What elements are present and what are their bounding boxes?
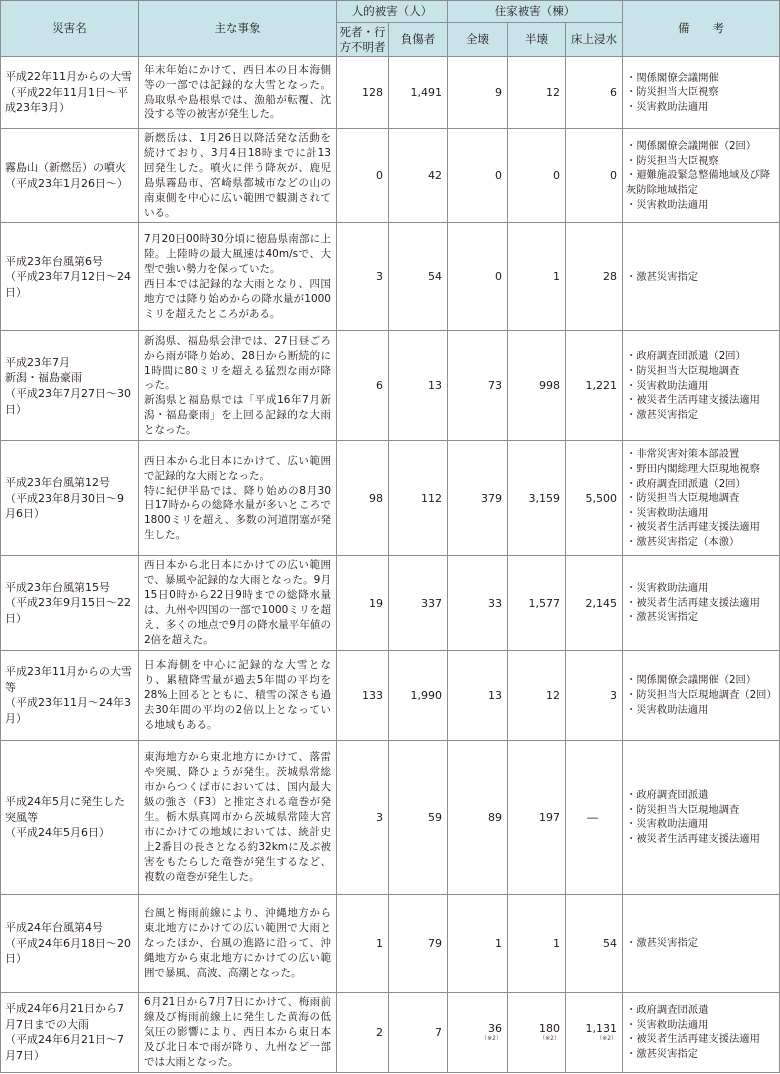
count-dead-cell [337, 223, 389, 331]
disaster-name-cell: 平成23年台風第6号 （平成23年7月12日～24日） [1, 223, 139, 331]
footnote-mark: （※2） [596, 1035, 618, 1043]
main-event-cell: 西日本から北日本にかけての広い範囲で、暴風や記録的な大雨となった。9月15日0時から22日9時までの総降水量は、九州や四国の一部で1000ミリを超え、多くの地点で9月の降水量平年値の2倍を超えた。 [139, 556, 337, 650]
main-event-cell: 新潟県、福島県会津では、27日昼ごろから雨が降り始め、28日から断続的に1時間に80ミリを超える猛烈な雨が降った。 新潟県と福島県では「平成16年7月新潟・福島豪雨」を上回る記録的な大雨となった。 [139, 331, 337, 441]
count-value: 1,990 [410, 688, 442, 702]
count-value: 3 [376, 270, 383, 284]
table-row [1, 894, 780, 992]
count-injured-cell [389, 57, 448, 129]
header-human-damage: 人的被害（人） [337, 1, 448, 23]
count-value: 1 [553, 270, 560, 284]
count-half-cell [508, 556, 566, 650]
count-value: 13 [488, 688, 502, 702]
count-value: 59 [428, 810, 442, 824]
header-above-floor-flood: 床上浸水 [566, 23, 623, 57]
disaster-name-cell: 平成22年11月からの大雪 （平成22年11月1日～平成23年3月） [1, 57, 139, 129]
main-event-cell: 6月21日から7月7日にかけて、梅雨前線及び梅雨前線上に発生した黄海の低気圧の影響により、西日本から東日本及び北日本で雨が降り、九州など一部では大雨となった。 [139, 992, 337, 1072]
count-value: 180 [539, 1022, 560, 1036]
count-value: 379 [481, 491, 502, 505]
footnote-mark: （※2） [481, 1035, 502, 1043]
count-flood-cell [566, 129, 623, 223]
count-value: 1 [376, 936, 383, 950]
count-injured-cell [389, 650, 448, 740]
count-injured-cell [389, 441, 448, 556]
count-full-cell [448, 441, 508, 556]
count-dead-cell [337, 57, 389, 129]
count-value: 128 [362, 86, 383, 99]
count-full-cell [448, 650, 508, 740]
count-value: 0 [495, 270, 502, 284]
remark-item: ・激甚災害指定 [626, 270, 699, 283]
count-injured-cell [389, 894, 448, 992]
remark-item: ・激甚災害指定 [626, 937, 699, 950]
count-value: ― [587, 810, 599, 824]
count-full-cell [448, 129, 508, 223]
count-flood-cell [566, 740, 623, 894]
count-dead-cell [337, 740, 389, 894]
count-full-cell [448, 894, 508, 992]
remark-item: ・避難施設緊急整備地域及び降灰防除地域指定 [626, 169, 771, 197]
count-value: 79 [428, 936, 442, 950]
count-value: 112 [421, 491, 442, 505]
main-event-cell: 年末年始にかけて、西日本の日本海側等の一部では記録的な大雪となった。鳥取県や島根県では、漁船が転覆、沈没する等の被害が発生した。 [139, 57, 337, 129]
remark-item: ・災害救助法適用 [626, 506, 709, 519]
count-value: 133 [362, 688, 383, 702]
table-row [1, 556, 780, 650]
disaster-name-cell: 平成24年台風第4号 （平成24年6月18日～20日） [1, 894, 139, 992]
remarks-cell [623, 992, 780, 1072]
count-value: 12 [546, 688, 560, 702]
remarks-cell [623, 57, 780, 129]
count-half-cell [508, 57, 566, 129]
table-row [1, 129, 780, 223]
disaster-name-cell: 平成23年台風第15号 （平成23年9月15日～22日） [1, 556, 139, 650]
remark-item: ・政府調査団派遣 [626, 1004, 709, 1017]
count-value: 5,500 [585, 491, 618, 505]
remark-item: ・被災者生活再建支援法適用 [626, 1033, 760, 1046]
remark-item: ・関係閣僚会議開催（2回） [626, 140, 757, 153]
count-value: 3 [376, 810, 383, 824]
remark-item: ・災害救助法適用 [626, 100, 709, 113]
remark-item: ・政府調査団派遣 [626, 789, 709, 802]
count-value: 36 [488, 1022, 502, 1036]
count-dead-cell [337, 331, 389, 441]
count-value: 6 [610, 86, 618, 99]
count-value: 13 [428, 379, 442, 393]
remark-item: ・防災担当大臣現地調査 [626, 803, 740, 816]
count-full-cell [448, 223, 508, 331]
count-value: 89 [488, 810, 502, 824]
disaster-name-cell: 平成24年5月に発生した突風等 （平成24年5月6日） [1, 740, 139, 894]
remark-item: ・関係閣僚会議開催 [626, 71, 719, 84]
remarks-cell [623, 740, 780, 894]
remark-item: ・防災担当大臣視察 [626, 86, 719, 99]
footnote-mark: （※2） [539, 1035, 560, 1043]
remark-item: ・災害救助法適用 [626, 818, 709, 831]
count-value: 998 [539, 379, 560, 393]
remark-item: ・災害救助法適用 [626, 198, 709, 211]
table-row [1, 441, 780, 556]
remark-item: ・関係閣僚会議開催（2回） [626, 674, 757, 687]
count-dead-cell [337, 650, 389, 740]
count-value: 54 [428, 270, 442, 284]
remark-item: ・防災担当大臣現地調査 [626, 492, 740, 505]
count-value: 9 [495, 86, 502, 99]
remark-item: ・政府調査団派遣（2回） [626, 350, 746, 363]
count-value: 2,145 [585, 596, 618, 610]
remark-item: ・災害救助法適用 [626, 582, 709, 595]
count-value: 1 [553, 936, 560, 950]
disaster-name-cell: 平成23年台風第12号 （平成23年8月30日～9月6日） [1, 441, 139, 556]
count-value: 33 [488, 596, 502, 610]
count-flood-cell [566, 441, 623, 556]
header-remarks: 備 考 [623, 1, 780, 57]
header-half-destroyed: 半壊 [508, 23, 566, 57]
remark-item: ・被災者生活再建支援法適用 [626, 596, 760, 609]
count-value: 7 [435, 1025, 442, 1039]
count-value: 1 [495, 936, 502, 950]
remark-item: ・防災担当大臣現地調査 [626, 365, 740, 378]
remark-item: ・災害救助法適用 [626, 379, 709, 392]
disaster-name-cell: 平成24年6月21日から7月7日までの大雨 （平成24年6月21日～7月7日） [1, 992, 139, 1072]
remarks-cell [623, 331, 780, 441]
count-value: 54 [603, 936, 618, 950]
count-value: 0 [376, 169, 383, 183]
count-flood-cell [566, 992, 623, 1072]
count-half-cell [508, 650, 566, 740]
remarks-cell [623, 556, 780, 650]
remark-item: ・政府調査団派遣（2回） [626, 477, 746, 490]
disaster-name-cell: 霧島山（新燃岳）の噴火 （平成23年1月26日～） [1, 129, 139, 223]
remarks-cell [623, 129, 780, 223]
header-disaster-name: 災害名 [1, 1, 139, 57]
main-event-cell: 新燃岳は、1月26日以降活発な活動を続けており、3月4日18時までに計13回発生した。噴火に伴う降灰が、鹿児島県霧島市、宮崎県都城市などの山の南東側を中心に広い範囲で観測されている。 [139, 129, 337, 223]
count-half-cell [508, 223, 566, 331]
count-dead-cell [337, 129, 389, 223]
count-half-cell [508, 441, 566, 556]
count-value: 1,221 [585, 379, 618, 393]
header-dead-missing: 死者・行方不明者 [337, 23, 389, 57]
count-injured-cell [389, 992, 448, 1072]
header-main-event: 主な事象 [139, 1, 337, 57]
remark-item: ・激甚災害指定（本激） [626, 535, 740, 548]
count-dead-cell [337, 894, 389, 992]
count-full-cell [448, 556, 508, 650]
count-half-cell [508, 992, 566, 1072]
remark-item: ・被災者生活再建支援法適用 [626, 832, 760, 845]
count-full-cell [448, 57, 508, 129]
count-dead-cell [337, 992, 389, 1072]
count-injured-cell [389, 556, 448, 650]
count-flood-cell [566, 650, 623, 740]
count-value: 73 [488, 379, 502, 393]
count-flood-cell [566, 556, 623, 650]
remark-item: ・激甚災害指定 [626, 408, 699, 421]
disaster-name-cell: 平成23年11月からの大雪等 （平成23年11月～24年3月） [1, 650, 139, 740]
main-event-cell: 台風と梅雨前線により、沖縄地方から東北地方にかけての広い範囲で大雨となったほか、台風の進路に沿って、沖縄地方から東北地方にかけての広い範囲で暴風、高波、高潮となった。 [139, 894, 337, 992]
count-value: 98 [369, 491, 383, 505]
count-value: 0 [495, 169, 502, 183]
remark-item: ・被災者生活再建支援法適用 [626, 394, 760, 407]
count-value: 28 [603, 270, 618, 284]
count-half-cell [508, 740, 566, 894]
table-row [1, 650, 780, 740]
count-full-cell [448, 740, 508, 894]
count-value: 0 [553, 169, 560, 183]
count-value: 1,491 [410, 86, 442, 99]
count-flood-cell [566, 331, 623, 441]
remark-item: ・防災担当大臣視察 [626, 154, 719, 167]
count-full-cell [448, 992, 508, 1072]
count-half-cell [508, 894, 566, 992]
count-value: 1,131 [585, 1022, 618, 1036]
remark-item: ・災害救助法適用 [626, 1018, 709, 1031]
table-row [1, 57, 780, 129]
count-value: 1,577 [528, 596, 560, 610]
disaster-name-cell: 平成23年7月 新潟・福島豪雨 （平成23年7月27日～30日） [1, 331, 139, 441]
count-value: 19 [369, 596, 383, 610]
count-injured-cell [389, 223, 448, 331]
count-half-cell [508, 129, 566, 223]
header-full-destroyed: 全壊 [448, 23, 508, 57]
remark-item: ・防災担当大臣現地調査（2回） [626, 689, 777, 702]
remarks-cell [623, 441, 780, 556]
count-value: 337 [421, 596, 442, 610]
table-row [1, 992, 780, 1072]
remark-item: ・災害救助法適用 [626, 703, 709, 716]
main-event-cell: 東海地方から東北地方にかけて、落雷や突風、降ひょうが発生。茨城県常総市からつくば市においては、国内最大級の強さ（F3）と推定される竜巻が発生。栃木県真岡市から茨城県常陸大宮市にかけての地域においては、統計史上2番目の長さとなる約32kmに及ぶ被害をもたらした竜巻が発生するなど、複数の竜巻が発生した。 [139, 740, 337, 894]
count-value: 2 [376, 1025, 383, 1039]
count-flood-cell [566, 57, 623, 129]
count-value: 3 [610, 688, 618, 702]
table-row [1, 331, 780, 441]
count-value: 0 [610, 169, 618, 183]
count-value: 6 [376, 379, 383, 393]
main-event-cell: 7月20日00時30分頃に徳島県南部に上陸。上陸時の最大風速は40m/sで、大型で強い勢力を保っていた。 西日本では記録的な大雨となり、四国地方では降り始めからの降水量が1000ミリを超えたところがある。 [139, 223, 337, 331]
remark-item: ・野田内閣総理大臣現地視察 [626, 462, 760, 475]
count-value: 12 [546, 86, 560, 99]
count-dead-cell [337, 556, 389, 650]
remarks-cell [623, 650, 780, 740]
table-row [1, 223, 780, 331]
remark-item: ・激甚災害指定 [626, 611, 699, 624]
remark-item: ・激甚災害指定 [626, 1047, 699, 1060]
remark-item: ・非常災害対策本部設置 [626, 448, 740, 461]
count-value: 197 [539, 810, 560, 824]
count-injured-cell [389, 740, 448, 894]
remarks-cell [623, 223, 780, 331]
count-flood-cell [566, 223, 623, 331]
header-injured: 負傷者 [389, 23, 448, 57]
count-value: 42 [428, 169, 442, 183]
table-row [1, 740, 780, 894]
count-dead-cell [337, 441, 389, 556]
count-value: 3,159 [528, 491, 560, 505]
remark-item: ・被災者生活再建支援法適用 [626, 521, 760, 534]
count-injured-cell [389, 331, 448, 441]
count-flood-cell [566, 894, 623, 992]
count-full-cell [448, 331, 508, 441]
header-house-damage: 住家被害（棟） [448, 1, 623, 23]
main-event-cell: 西日本から北日本にかけて、広い範囲で記録的な大雨となった。 特に紀伊半島では、降り始めの8月30日17時からの総降水量が多いところで1800ミリを超え、多数の河道閉塞が発生した。 [139, 441, 337, 556]
main-event-cell: 日本海側を中心に記録的な大雪となり、累積降雪量が過去5年間の平均を28%上回るとともに、積雪の深さも過去30年間の平均の2倍以上となっている地域もある。 [139, 650, 337, 740]
count-half-cell [508, 331, 566, 441]
remarks-cell [623, 894, 780, 992]
count-injured-cell [389, 129, 448, 223]
